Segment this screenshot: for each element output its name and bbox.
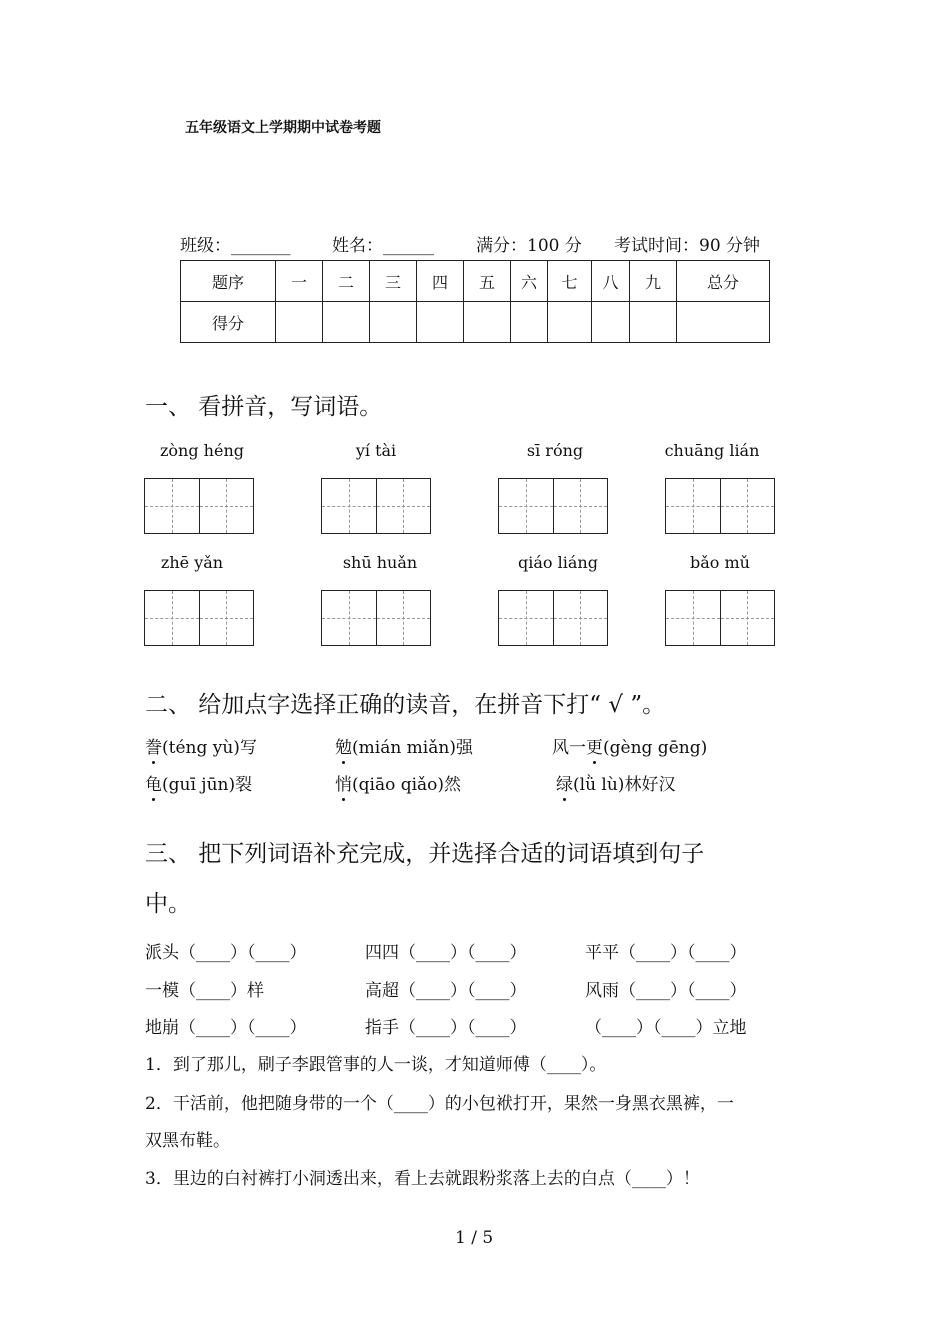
idiom-item: 四四（____）（____） <box>365 943 527 963</box>
sentence-cont: 双黑布鞋。 <box>145 1131 230 1151</box>
header-cell: 四 <box>417 261 464 302</box>
reading-item: 勉(mián miǎn)强 <box>335 738 473 758</box>
score-cell[interactable] <box>464 302 511 343</box>
exam-time: 考试时间：90 分钟 <box>614 236 761 256</box>
pinyin-label: qiáo liáng <box>518 553 598 572</box>
section3-heading-cont: 中。 <box>145 891 191 917</box>
pinyin-label: bǎo mǔ <box>690 553 750 572</box>
score-cell[interactable] <box>630 302 677 343</box>
header-cell: 题序 <box>181 261 276 302</box>
name-field: 姓名：______ <box>332 236 434 256</box>
score-table <box>180 260 770 343</box>
score-cell[interactable] <box>548 302 592 343</box>
reading-item: 悄(qiāo qiǎo)然 <box>335 775 462 795</box>
header-cell: 总分 <box>677 261 770 302</box>
pinyin-label: yí tài <box>355 441 397 460</box>
idiom-item: （____）（____）立地 <box>585 1018 747 1038</box>
section1-heading: 一、 看拼音，写词语。 <box>145 394 383 420</box>
header-cell: 五 <box>464 261 511 302</box>
writing-grid[interactable] <box>665 590 775 646</box>
score-cell[interactable] <box>511 302 548 343</box>
score-cell[interactable] <box>592 302 630 343</box>
idiom-item: 地崩（____）（____） <box>145 1018 307 1038</box>
dotted-char: 更 <box>586 738 603 758</box>
pinyin-label: zhē yǎn <box>160 553 224 572</box>
page-title: 五年级语文上学期期中试卷考题 <box>185 120 381 136</box>
idiom-item: 一模（____）样 <box>145 981 264 1001</box>
reading-item: 风一更(gèng gēng) <box>552 738 708 758</box>
writing-grid[interactable] <box>144 478 254 534</box>
reading-item: 龟(guī jūn)裂 <box>145 775 253 795</box>
dotted-char: 绿 <box>556 775 573 795</box>
row-label: 得分 <box>181 302 276 343</box>
score-cell[interactable] <box>677 302 770 343</box>
writing-grid[interactable] <box>498 590 608 646</box>
writing-grid[interactable] <box>665 478 775 534</box>
writing-grid[interactable] <box>321 590 431 646</box>
section3-heading: 三、 把下列词语补充完成，并选择合适的词语填到句子 <box>145 841 705 867</box>
pinyin-label: sī róng <box>526 441 584 460</box>
pinyin-label: chuāng lián <box>664 441 760 460</box>
score-table-header <box>181 261 770 302</box>
sentence: 1．到了那儿，刷子李跟管事的人一谈，才知道师傅（____）。 <box>145 1055 607 1075</box>
dotted-char: 龟 <box>145 775 162 795</box>
dotted-char: 悄 <box>335 775 352 795</box>
idiom-item: 高超（____）（____） <box>365 981 527 1001</box>
section2-heading: 二、 给加点字选择正确的读音，在拼音下打“ √ ”。 <box>145 692 666 718</box>
dotted-char: 勉 <box>335 738 352 758</box>
idiom-item: 派头（____）（____） <box>145 943 307 963</box>
sentence: 2．干活前，他把随身带的一个（____）的小包袱打开，果然一身黑衣黑裤，一 <box>145 1094 734 1114</box>
score-cell[interactable] <box>370 302 417 343</box>
full-score: 满分：100 分 <box>476 236 582 256</box>
dotted-char: 誊 <box>145 738 162 758</box>
pinyin-label: zòng héng <box>159 441 244 460</box>
pinyin-label: shū huǎn <box>342 553 418 572</box>
reading-item: 绿(lǜ lù)林好汉 <box>556 775 676 795</box>
header-cell: 七 <box>548 261 592 302</box>
header-cell: 一 <box>276 261 323 302</box>
sentence: 3．里边的白衬裤打小洞透出来，看上去就跟粉浆落上去的白点（____）！ <box>145 1169 700 1189</box>
class-field: 班级：_______ <box>180 236 291 256</box>
page-number: 1 / 5 <box>455 1228 494 1248</box>
header-cell: 八 <box>592 261 630 302</box>
header-cell: 二 <box>323 261 370 302</box>
writing-grid[interactable] <box>321 478 431 534</box>
idiom-item: 平平（____）（____） <box>585 943 747 963</box>
header-cell: 三 <box>370 261 417 302</box>
idiom-item: 指手（____）（____） <box>365 1018 527 1038</box>
header-cell: 六 <box>511 261 548 302</box>
score-cell[interactable] <box>417 302 464 343</box>
writing-grid[interactable] <box>144 590 254 646</box>
reading-item: 誊(téng yù)写 <box>145 738 257 758</box>
score-cell[interactable] <box>276 302 323 343</box>
score-table-row <box>181 302 770 343</box>
score-cell[interactable] <box>323 302 370 343</box>
writing-grid[interactable] <box>498 478 608 534</box>
idiom-item: 风雨（____）（____） <box>585 981 747 1001</box>
header-cell: 九 <box>630 261 677 302</box>
